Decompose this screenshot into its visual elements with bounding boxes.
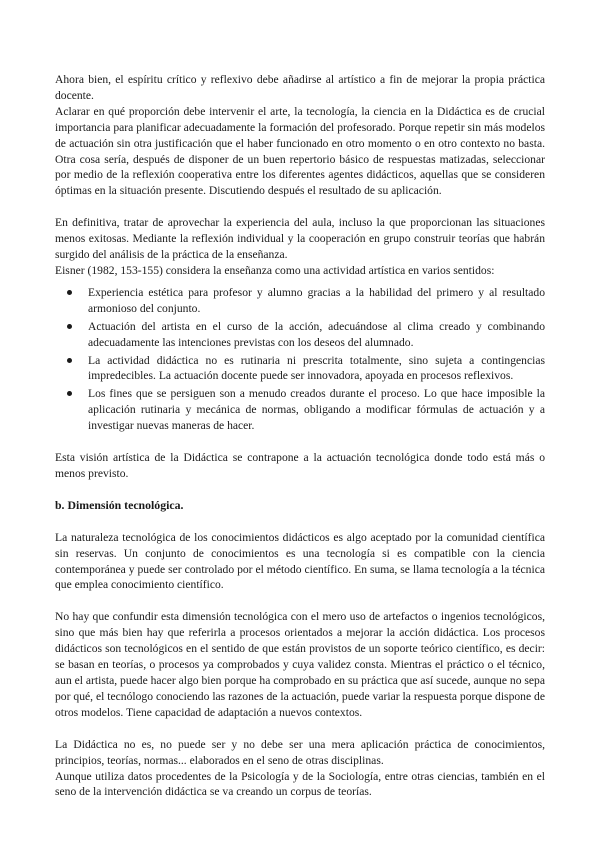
paragraph-not-confuse: No hay que confundir esta dimensión tecnológica con el mero uso de artefactos o ingenios tecnológicos, sino que más bien hay que referirla a procesos orientados a mejorar la acción didáctica. Los procesos didácticos son tecnológicos en el sentido de que están provistos de un soporte teórico científico, es decir: se basan en teorías, o procesos ya comprobados y cuya validez consta. Mientras el práctico o el técnico, aun el artista, puede hacer algo bien porque ha comprobado en su práctica que así sucede, aunque no sepa por qué, el tecnólogo conociendo las razones de la actuación, puede variar la respuesta porque dispone de otros modelos. Tiene capacidad de adaptación a nuevos contextos. (55, 610, 545, 719)
list-item-text: Los fines que se persiguen son a menudo creados durante el proceso. Lo que hace imposible la aplicación rutinaria y mecánica de normas, obligando a modificar fórmulas de actuación y a investigar nuevas maneras de hacer. (88, 387, 545, 433)
bullet-icon (67, 290, 72, 295)
paragraph-art-technology-science: Aclarar en qué proporción debe intervenir el arte, la tecnología, la ciencia en la Didáctica es de crucial importancia para planificar adecuadamente la formación del profesorado. Porque repetir sin más modelos de actuación sin otra justificación que el haber funcionado en otro momento o en otro contexto no basta. Otra cosa sería, después de disponer de un buen repertorio básico de respuestas matizadas, seleccionar por medio de la reflexión cooperativa entre los diferentes agentes didácticos, aquellas que se consideren óptimas en la situación presente. Discutiendo después el resultado de su aplicación. (55, 104, 545, 198)
bullet-icon (67, 324, 72, 329)
bullet-icon (67, 391, 72, 396)
paragraph-technological-nature: La naturaleza tecnológica de los conocimientos didácticos es algo aceptado por la comunidad científica sin reservas. Un conjunto de conocimientos es una tecnología si es compatible con la ciencia contemporánea y puede ser controlado por el método científico. En suma, se llama tecnología a la técnica que emplea conocimiento científico. (55, 530, 545, 592)
list-item (88, 319, 545, 351)
list-item-text: Actuación del artista en el curso de la acción, adecuándose al clima creado y combinando adecuadamente las intenciones previstas con los deseos del alumnado. (88, 319, 545, 349)
list-item (88, 386, 545, 434)
list-item-text: Experiencia estética para profesor y alumno gracias a la habilidad del primero y al resultado armonioso del conjunto. (88, 285, 545, 315)
paragraph-eisner: Eisner (1982, 153-155) considera la enseñanza como una actividad artística en varios sentidos: (55, 263, 495, 277)
list-item-text: La actividad didáctica no es rutinaria ni prescrita totalmente, sino sujeta a contingencias impredecibles. La actuación docente puede ser innovadora, apoyada en procesos reflexivos. (88, 353, 545, 383)
section-heading: b. Dimensión tecnológica. (55, 497, 184, 512)
paragraph-in-summary: En definitiva, tratar de aprovechar la experiencia del aula, incluso la que proporcionan las situaciones menos exitosas. Mediante la reflexión individual y la cooperación en grupo construir teorías que habrán surgido del análisis de la práctica de la enseñanza. (55, 216, 545, 262)
paragraph-artistic-vision: Esta visión artística de la Didáctica se contrapone a la actuación tecnológica donde todo está más o menos previsto. (55, 451, 545, 480)
paragraph-didactics-not: La Didáctica no es, no puede ser y no debe ser una mera aplicación práctica de conocimientos, principios, teorías, normas... elaborados en el seno de otras disciplinas. (55, 737, 545, 767)
bullet-icon (67, 358, 72, 363)
paragraph-psychology-sociology: Aunque utiliza datos procedentes de la Psicología y de la Sociología, entre otras ciencias, también en el seno de la intervención didáctica se va creando un corpus de teorías. (55, 769, 545, 799)
list-item (88, 353, 545, 385)
artistic-teaching-list (55, 285, 545, 434)
list-item (88, 285, 545, 317)
paragraph-critical-spirit: Ahora bien, el espíritu crítico y reflexivo debe añadirse al artístico a fin de mejorar la propia práctica docente. (55, 73, 545, 102)
